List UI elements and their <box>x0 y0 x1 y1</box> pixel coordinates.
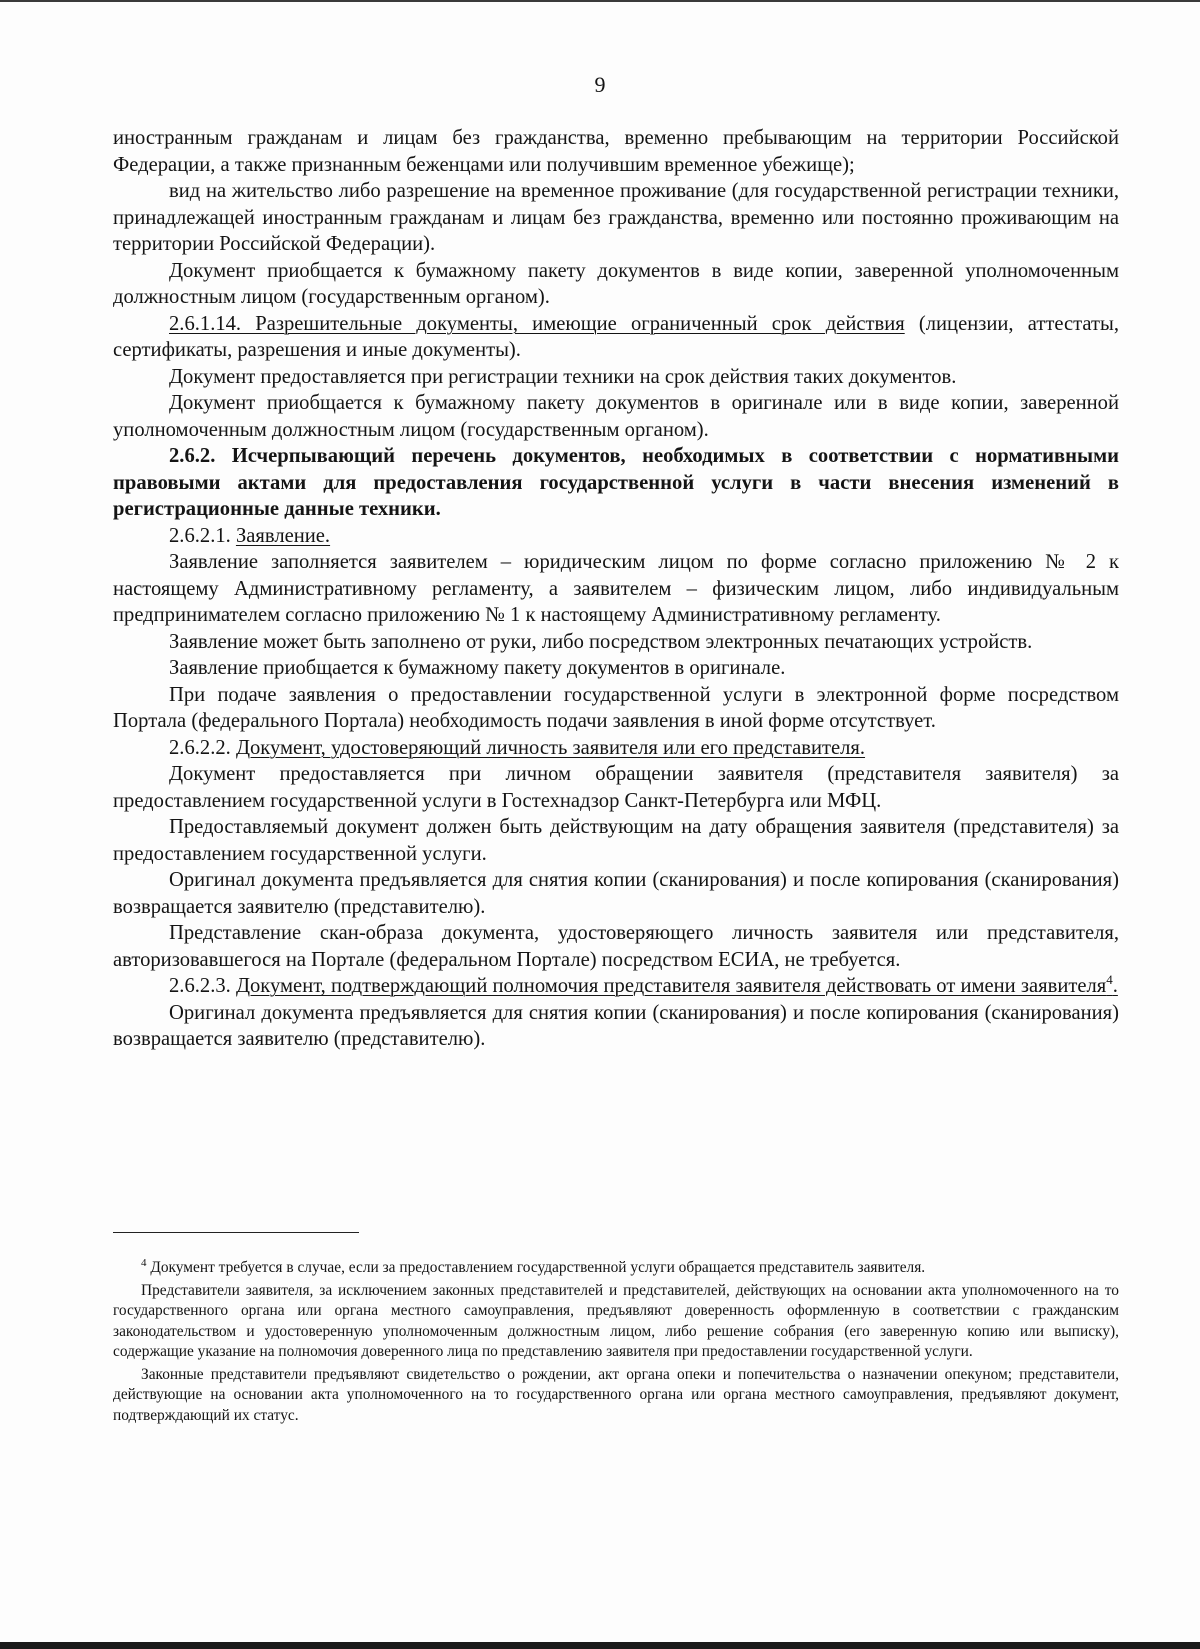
footnote-representatives: Представители заявителя, за исключением законных представителей и представителей, действующих на основании акта уполномоченного на то государственного органа или органа местного самоуправления, предъявляют доверенность оформленную в соответствии с гражданским законодательством и удостоверенную уполномоченным должностным лицом, либо решение собрания (его заверенную копию или выписку), содержащие указание на полномочия доверенного лица по представлению заявителя при предоставлении государственной услуги. <box>113 1281 1119 1360</box>
section-text-2-6-1-14: (лицензии, аттестаты, сертификаты, разрешения и иные документы). <box>113 312 1119 361</box>
footnote-mark: 4 <box>141 1256 147 1269</box>
page-number: 9 <box>594 72 606 97</box>
footnote-reference: 4 <box>1106 972 1113 988</box>
section-title-2-6-2-3-text: Документ, подтверждающий полномочия представителя заявителя действовать от имени заявителя <box>235 975 1107 997</box>
paragraph-document-validity: Документ предоставляется при регистрации техники на срок действия таких документов. <box>169 365 957 388</box>
footnote-4 <box>113 1258 1119 1279</box>
section-title-2-6-2-3 <box>235 972 1118 997</box>
section-title-2-6-2-2: Документ, удостоверяющий личность заявителя или его представителя. <box>235 736 866 759</box>
paragraph-residence-permit: вид на жительство либо разрешение на временное проживание (для государственной регистрации техники, принадлежащей иностранным гражданам и лицам без гражданства, временно или постоянно проживающим на территории Российской Федерации). <box>113 180 1119 255</box>
section-number-2-6-2-1: 2.6.2.1. <box>169 524 236 547</box>
document-body <box>113 125 1119 1053</box>
paragraph-2-6-2-1 <box>113 523 1119 550</box>
paragraph-handwritten-or-printed: Заявление может быть заполнено от руки, либо посредством электронных печатающих устройств. <box>169 630 1033 653</box>
footnote-4-text: Документ требуется в случае, если за предоставлением государственной услуги обращается представитель заявителя. <box>146 1259 926 1276</box>
scan-edge-top <box>0 0 1200 2</box>
paragraph-electronic-form: При подаче заявления о предоставлении государственной услуги в электронной форме посредством Портала (федерального Портала) необходимость подачи заявления в иной форме отсутствует. <box>113 683 1119 732</box>
scan-edge-bottom <box>0 1642 1200 1649</box>
footnote-legal-representatives: Законные представители предъявляют свидетельство о рождении, акт органа опеки и попечительства о назначении опекуном; представители, действующие на основании акта уполномоченного на то государственного органа или органа местного самоуправления, предъявляют документ, подтверждающий их статус. <box>113 1365 1119 1424</box>
heading-2-6-2: 2.6.2. Исчерпывающий перечень документов, необходимых в соответствии с нормативными правовыми актами для предоставления государственной услуги в части внесения изменений в регистрационные данные техники. <box>113 445 1119 520</box>
section-number-2-6-2-3: 2.6.2.3. <box>169 975 236 997</box>
paragraph-application-filled: Заявление заполняется заявителем – юридическим лицом по форме согласно приложению № 2 к настоящему Административному регламенту, а заявителем – физическим лицом, либо индивидуальным предпринимателем согласно приложению № 1 к настоящему Административному регламенту. <box>113 551 1119 626</box>
section-title-2-6-2-1: Заявление. <box>235 524 331 547</box>
paragraph-original-or-copy: Документ приобщается к бумажному пакету документов в оригинале или в виде копии, заверенной уполномоченным должностным лицом (государственным органом). <box>113 392 1119 441</box>
paragraph-original-returned-2: Оригинал документа предъявляется для снятия копии (сканирования) и после копирования (сканирования) возвращается заявителю (представителю). <box>113 1001 1119 1050</box>
paragraph-2-6-1-14 <box>113 311 1119 364</box>
paragraph-scan-not-required: Представление скан-образа документа, удостоверяющего личность заявителя или представителя, авторизовавшегося на Портале (федеральном Портале) посредством ЕСИА, не требуется. <box>113 922 1119 971</box>
paragraph-personal-appeal: Документ предоставляется при личном обращении заявителя (представителя заявителя) за предоставлением государственной услуги в Гостехнадзор Санкт-Петербурга или МФЦ. <box>113 763 1119 812</box>
paragraph-2-6-2-2 <box>113 735 1119 762</box>
paragraph-copy-attached: Документ приобщается к бумажному пакету документов в виде копии, заверенной уполномоченным должностным лицом (государственным органом). <box>113 259 1119 308</box>
paragraph-application-original: Заявление приобщается к бумажному пакету документов в оригинале. <box>169 657 786 679</box>
section-number-2-6-2-2: 2.6.2.2. <box>169 736 236 759</box>
section-title-2-6-2-3-end: . <box>1112 975 1118 997</box>
footnotes <box>113 1258 1119 1426</box>
paragraph-valid-document: Предоставляемый документ должен быть действующим на дату обращения заявителя (представителя) за предоставлением государственной услуги. <box>113 816 1119 865</box>
paragraph-2-6-2-3 <box>113 973 1119 1000</box>
paragraph-original-returned: Оригинал документа предъявляется для снятия копии (сканирования) и после копирования (сканирования) возвращается заявителю (представителю). <box>113 869 1119 918</box>
section-title-2-6-1-14: 2.6.1.14. Разрешительные документы, имеющие ограниченный срок действия <box>169 312 905 335</box>
footnote-separator <box>113 1232 359 1233</box>
paragraph-foreign-citizens: иностранным гражданам и лицам без гражданства, временно пребывающим на территории Российской Федерации, а также признанным беженцами или получившим временное убежище); <box>113 127 1119 176</box>
